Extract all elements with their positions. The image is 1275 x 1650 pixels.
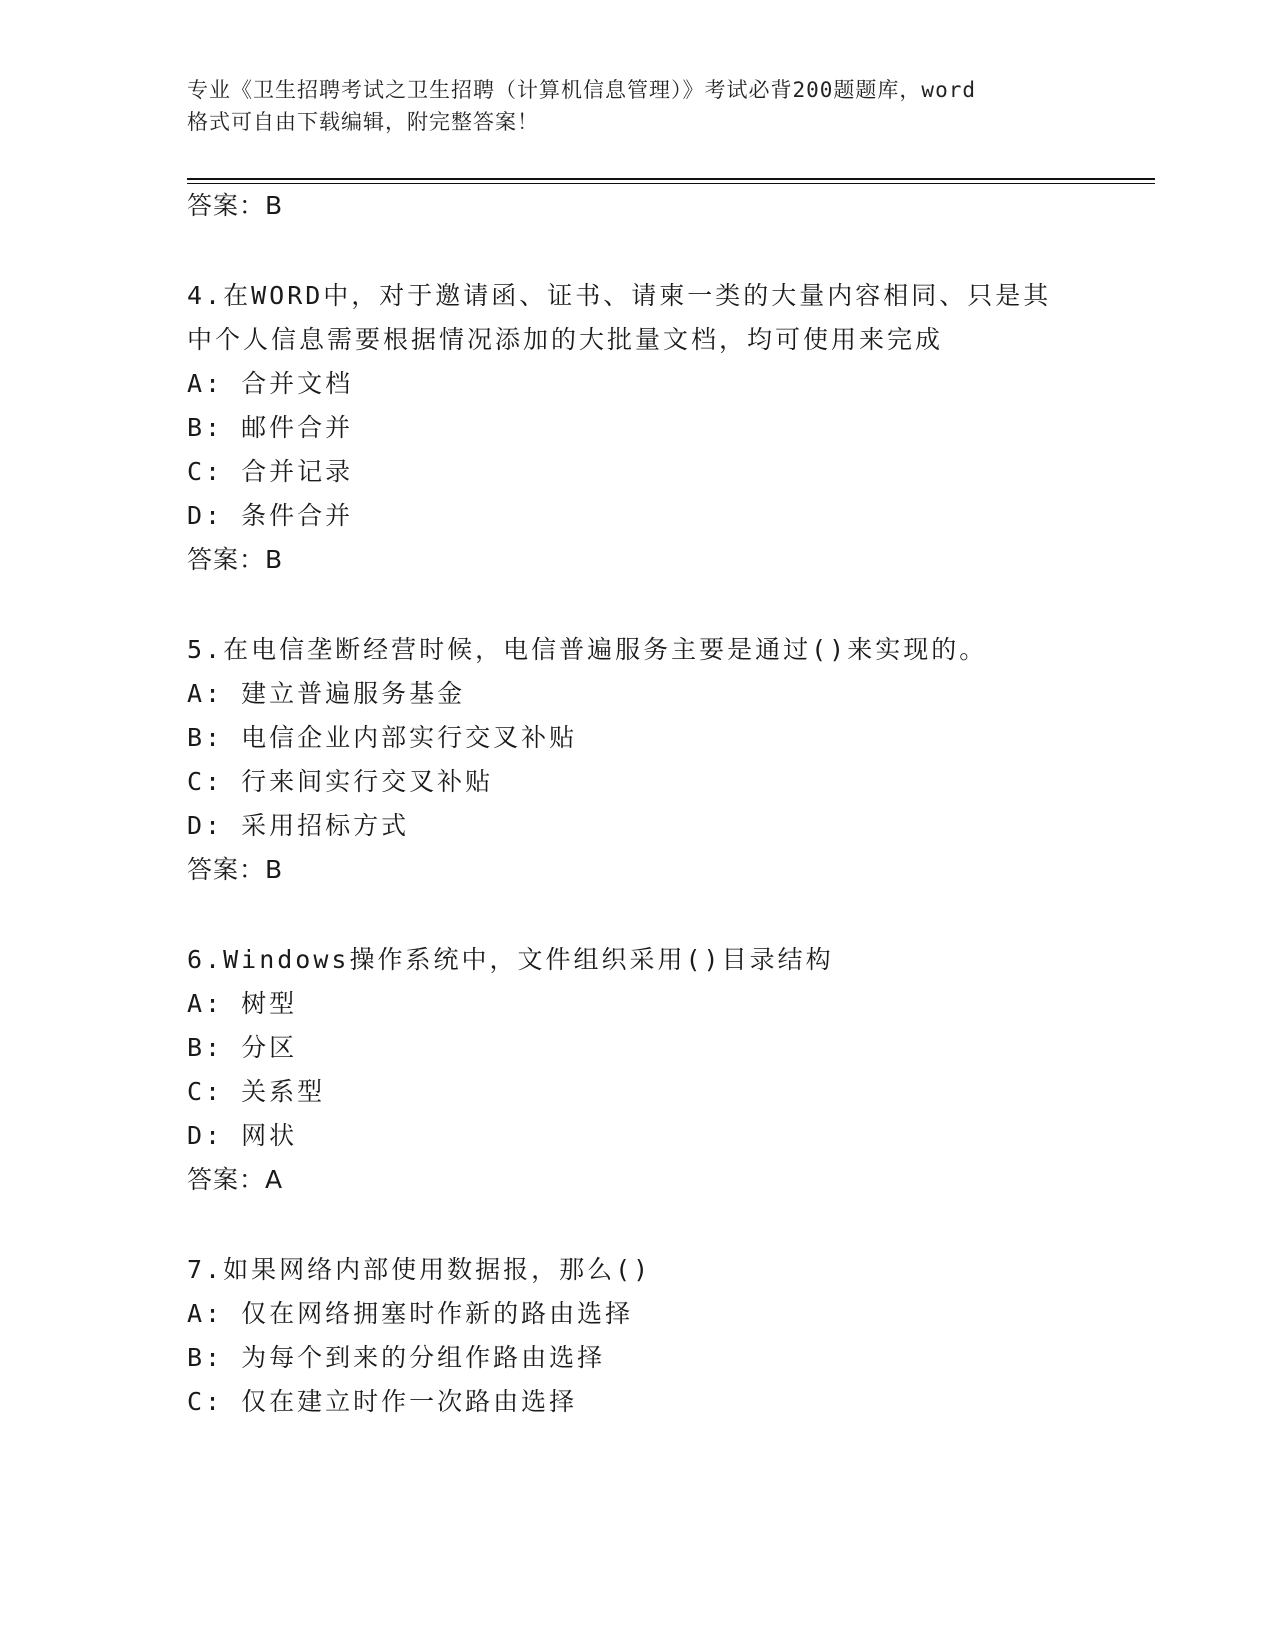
question-5-stem: 5.在电信垄断经营时候，电信普遍服务主要是通过()来实现的。 xyxy=(187,635,988,664)
header-line-2: 格式可自由下载编辑，附完整答案！ xyxy=(187,110,539,134)
question-5-option-c: C: 行来间实行交叉补贴 xyxy=(187,767,494,796)
question-4-stem-line-1: 4.在WORD中，对于邀请函、证书、请柬一类的大量内容相同、只是其 xyxy=(187,281,1052,310)
question-4-option-a: A: 合并文档 xyxy=(187,369,354,398)
header-rule-thin xyxy=(187,183,1155,184)
question-4-option-d: D: 条件合并 xyxy=(187,501,354,530)
question-4-option-c: C: 合并记录 xyxy=(187,457,354,486)
question-6-option-c: C: 关系型 xyxy=(187,1077,326,1106)
question-5-answer: 答案：B xyxy=(187,855,284,884)
question-7-option-a: A: 仅在网络拥塞时作新的路由选择 xyxy=(187,1299,634,1328)
question-7-stem: 7.如果网络内部使用数据报，那么() xyxy=(187,1255,652,1284)
question-7-option-b: B: 为每个到来的分组作路由选择 xyxy=(187,1343,606,1372)
question-7-option-c: C: 仅在建立时作一次路由选择 xyxy=(187,1387,578,1416)
question-6-option-d: D: 网状 xyxy=(187,1121,298,1150)
question-6-option-b: B: 分区 xyxy=(187,1033,298,1062)
question-4-stem-line-2: 中个人信息需要根据情况添加的大批量文档，均可使用来完成 xyxy=(187,325,944,354)
question-5-option-d: D: 采用招标方式 xyxy=(187,811,410,840)
answer-prev: 答案：B xyxy=(187,191,284,220)
header-rule-thick xyxy=(187,178,1155,180)
question-4-answer: 答案：B xyxy=(187,545,284,574)
question-6-option-a: A: 树型 xyxy=(187,989,298,1018)
document-header xyxy=(187,74,1087,138)
question-6-stem: 6.Windows操作系统中，文件组织采用()目录结构 xyxy=(187,945,834,974)
question-4-option-b: B: 邮件合并 xyxy=(187,413,354,442)
header-line-1: 专业《卫生招聘考试之卫生招聘（计算机信息管理）》考试必背200题题库，word xyxy=(187,78,976,102)
question-6-answer: 答案：A xyxy=(187,1165,284,1194)
question-5-option-a: A: 建立普遍服务基金 xyxy=(187,679,466,708)
question-5-option-b: B: 电信企业内部实行交叉补贴 xyxy=(187,723,578,752)
